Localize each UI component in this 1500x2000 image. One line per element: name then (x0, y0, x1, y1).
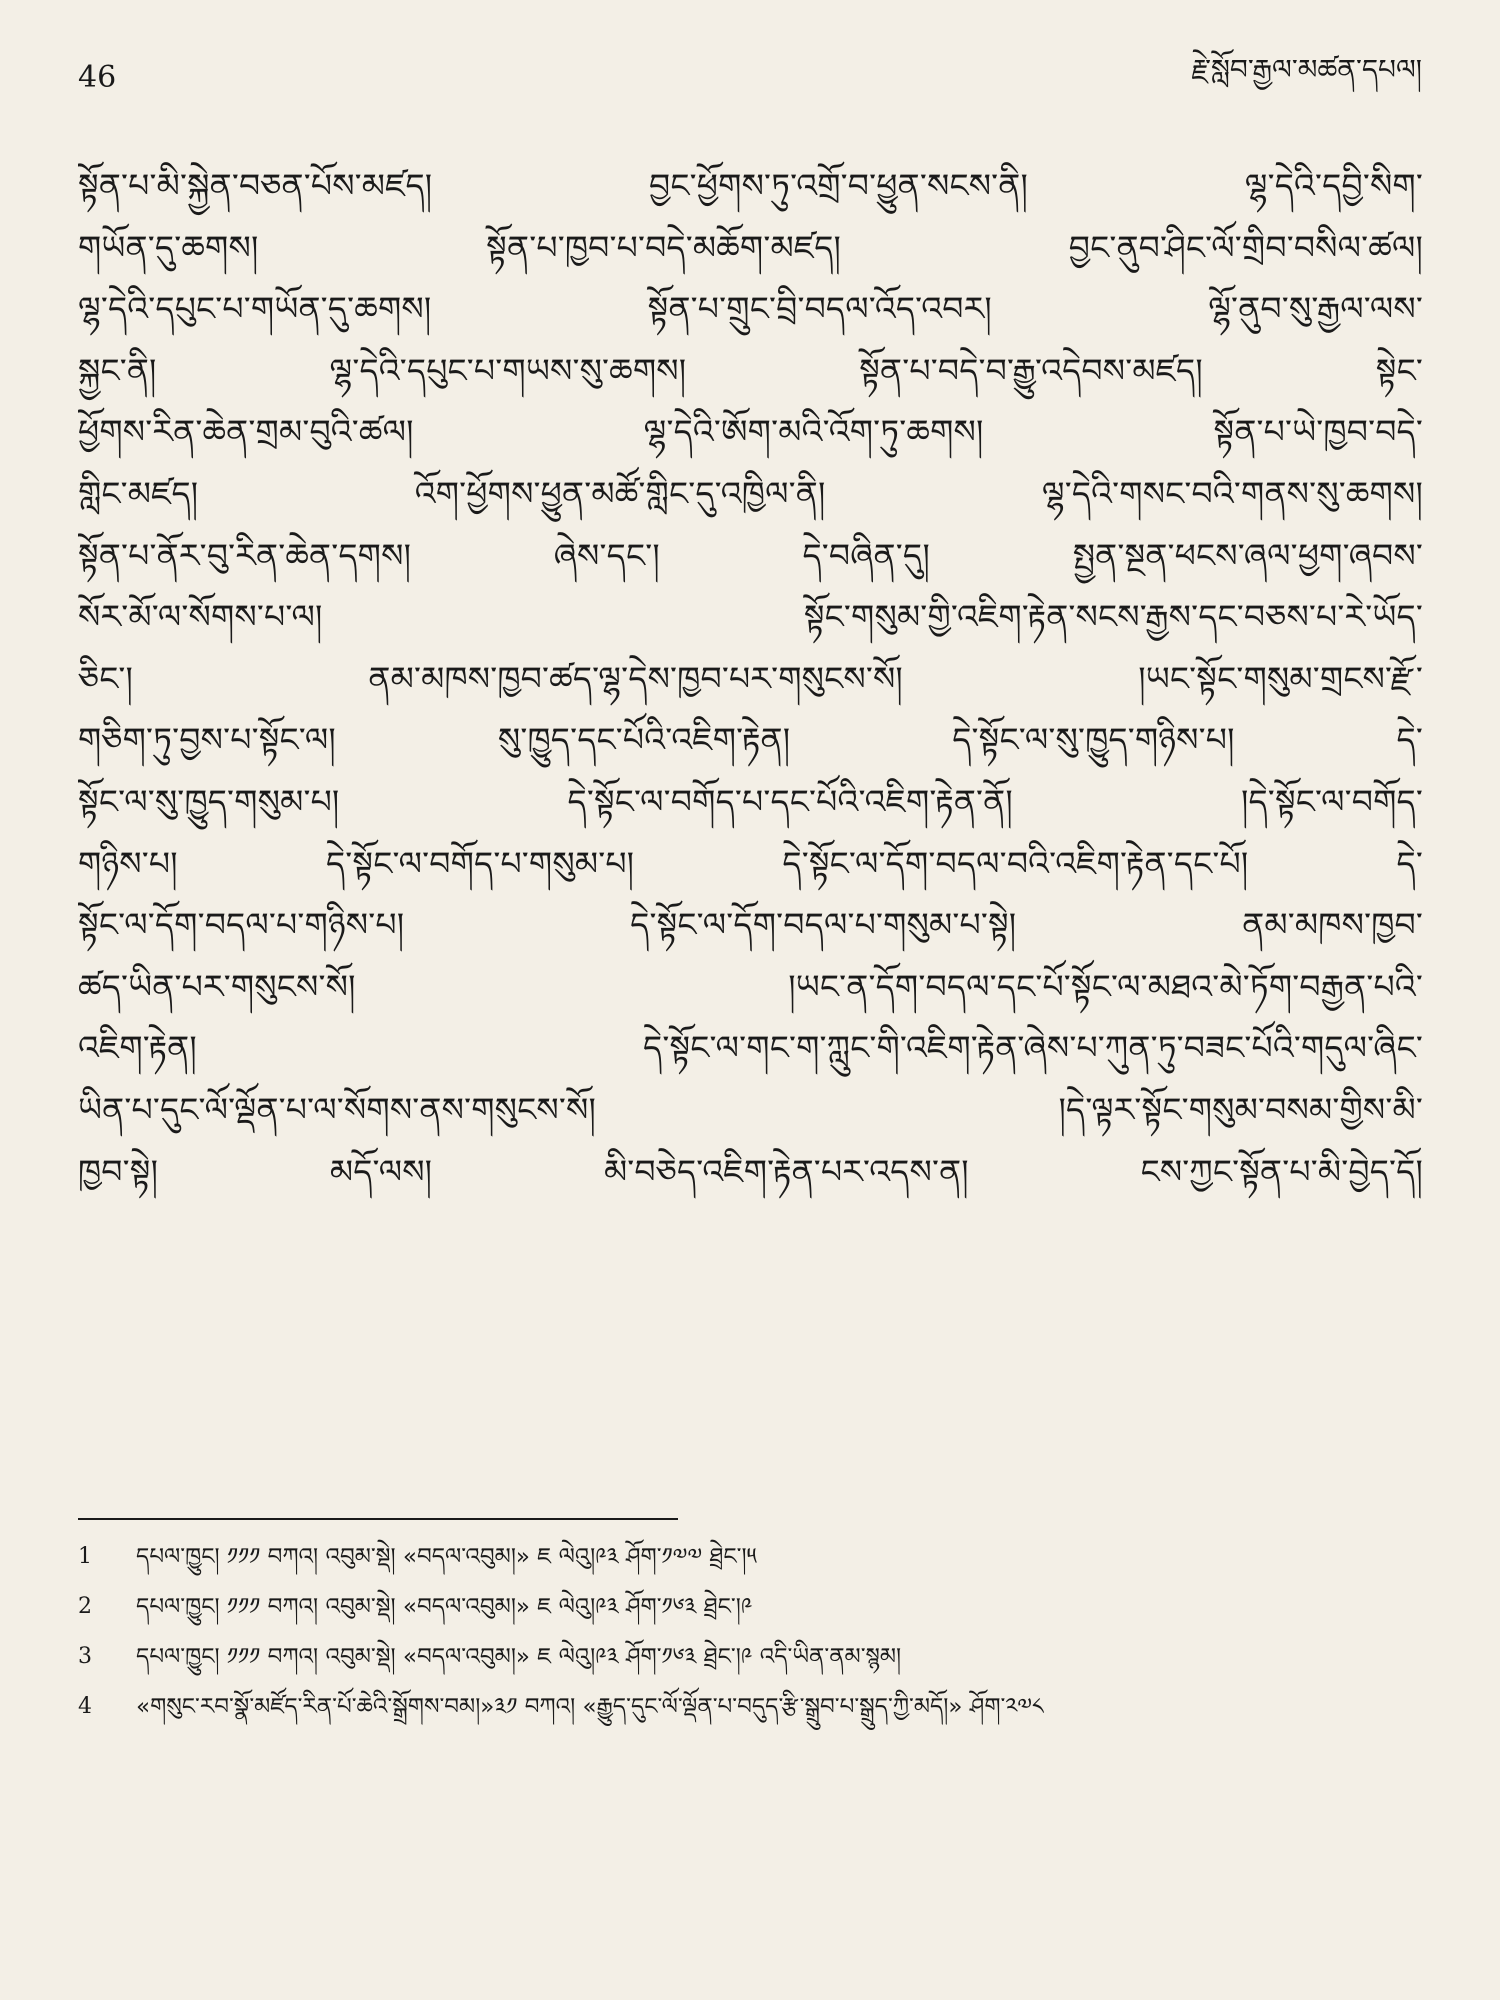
footnote-divider (78, 1518, 678, 1520)
text-line: ཚད་ཡིན་པར་གསུངས་སོ། །ཡང་ན་དོག་བདལ་དང་པོ་སྟོང་ལ་མཐའ་མེ་ཏོག་བརྒྱན་པའི་ (78, 966, 1423, 1006)
footnote-number: 3 (78, 1644, 92, 1669)
text-line: སྟོན་པ་ནོར་བུ་རིན་ཆེན་དགས། ཞེས་དང་། དེ་བཞིན་དུ། སྤྱན་སྔན་ཕངས་ཞལ་ཕྱག་ཞབས་ (78, 535, 1423, 575)
footnote-text: དཔལ་ཁྱུང། ༡༡༡ བཀའ། འབུམ་སྡེ། «བདལ་འབུམ།» ཇ ལེའུ།༩༣ ཤོག་༡༦༣ ཐྲེང་།༩ (136, 1594, 753, 1620)
text-line: སྟོང་ལ་དོག་བདལ་པ་གཉིས་པ། དེ་སྟོང་ལ་དོག་བདལ་པ་གསུམ་པ་སྟེ། ནམ་མཁས་ཁྱབ་ (78, 905, 1423, 945)
text-line: གཡོན་དུ་ཆགས། སྟོན་པ་ཁྱབ་པ་བདེ་མཆོག་མཛད། བྱང་ནུབ་ཤིང་ལོ་གྲིབ་བསིལ་ཚལ། (78, 227, 1423, 267)
text-line: སྟོན་པ་མི་སྐྱེན་བཅན་པོས་མཛད། བྱང་ཕྱོགས་ཏུ་འགྲོ་བ་ཕྱུན་སངས་ནི། ལྷ་དེའི་དབྱི་སིག་ (78, 166, 1423, 205)
text-line: འཇིག་རྟེན། དེ་སྟོང་ལ་གང་ག་ཀླུང་གི་འཇིག་རྟེན་ཞེས་པ་ཀུན་ཏུ་བཟང་པོའི་གདུལ་ཞིང་ (78, 1028, 1423, 1068)
footnote-text: «གསུང་རབ་སྣོ་མཛོད་རིན་པོ་ཆེའི་སྒྲོགས་བམ།»༣༡ བཀའ། «རྒྱུད་དུང་ལོ་ལྡོན་པ་བདུད་རྩི་སྒྲུབ་པ་སྒྲུད་ཀྱི་མདོ།» ཤོག་༢༧༨ (136, 1694, 1044, 1720)
footnote (78, 1635, 1423, 1679)
footnote-text: དཔལ་ཁྱུང། ༡༡༡ བཀའ། འབུམ་སྡེ། «བདལ་འབུམ།» ཇ ལེའུ།༩༣ ཤོག་༡༦༣ ཐྲེང་།༩ འདི་ཡིན་ནམ་སྙམ། (136, 1644, 902, 1670)
text-line: ཕྱོགས་རིན་ཆེན་གྲམ་བུའི་ཚལ། ལྷ་དེའི་ཨོག་མའི་འོག་ཏུ་ཆགས། སྟོན་པ་ཡེ་ཁྱབ་བདེ་ (78, 412, 1423, 452)
body-text (78, 155, 1423, 1202)
page-header (78, 52, 1422, 102)
text-line: ཅིང་། ནམ་མཁས་ཁྱབ་ཚད་ལྷ་དེས་ཁྱབ་པར་གསུངས་སོ། །ཡང་སྟོང་གསུམ་གྲངས་རྫོ་ (78, 658, 1423, 698)
text-line: ཁྱབ་སྟེ། མདོ་ལས། མི་བཅེད་འཇིག་རྟེན་པར་འདས་ན། ངས་ཀྱང་སྟོན་པ་མི་བྱེད་དོ། (78, 1151, 1423, 1191)
footnote (78, 1585, 1423, 1629)
footnote-number: 2 (78, 1594, 92, 1619)
text-line: གཉིས་པ། དེ་སྟོང་ལ་བགོད་པ་གསུམ་པ། དེ་སྟོང་ལ་དོག་བདལ་བའི་འཇིག་རྟེན་དང་པོ། དེ་ (78, 843, 1423, 883)
text-line: ཡིན་པ་དུང་ལོ་ལྡོན་པ་ལ་སོགས་ནས་གསུངས་སོ། །དེ་ལྟར་སྟོང་གསུམ་བསམ་གྱིས་མི་ (78, 1089, 1423, 1129)
text-line: སྐྱང་ནི། ལྷ་དེའི་དཔུང་པ་གཡས་སུ་ཆགས། སྟོན་པ་བདེ་བ་རྒྱུ་འདེབས་མཛད། སྟེང་ (78, 350, 1423, 390)
footnote-text: དཔལ་ཁྱུང། ༡༡༡ བཀའ། འབུམ་སྡེ། «བདལ་འབུམ།» ཇ ལེའུ།༩༣ ཤོག་༡༧༧ ཐྲེང་།༥ (136, 1544, 757, 1570)
footnote (78, 1535, 1423, 1579)
text-line: སོར་མོ་ལ་སོགས་པ་ལ། སྟོང་གསུམ་གྱི་འཇིག་རྟེན་སངས་རྒྱས་དང་བཅས་པ་རེ་ཡོད་ (78, 597, 1423, 637)
text-line: སྟོང་ལ་སུ་ཁྱུད་གསུམ་པ། དེ་སྟོང་ལ་བགོད་པ་དང་པོའི་འཇིག་རྟེན་ནོ། །དེ་སྟོང་ལ་བགོད་ (78, 781, 1423, 821)
text-line: གླིང་མཛད། འོག་ཕྱོགས་ཕྱུན་མཚོ་གླིང་དུ་འཁྱིལ་ནི། ལྷ་དེའི་གསང་བའི་གནས་སུ་ཆགས། (78, 473, 1423, 513)
running-title: རྗེ་སློབ་རྒྱལ་མཚན་དཔལ། (1191, 52, 1422, 86)
text-line: ལྷ་དེའི་དཔུང་པ་གཡོན་དུ་ཆགས། སྟོན་པ་གྲུང་བྲི་བདལ་འོད་འབར། ལྷོ་ནུབ་སུ་རྒྱལ་ལས་ (78, 289, 1423, 329)
text-line: གཅིག་ཏུ་བྱས་པ་སྟོང་ལ། སུ་ཁྱུད་དང་པོའི་འཇིག་རྟེན། དེ་སྟོང་ལ་སུ་ཁྱུད་གཉིས་པ། དེ་ (78, 720, 1423, 760)
page-number: 46 (78, 59, 117, 95)
footnote-number: 4 (78, 1694, 92, 1719)
footnotes (78, 1535, 1423, 1735)
footnote (78, 1685, 1423, 1729)
footnote-number: 1 (78, 1544, 92, 1569)
